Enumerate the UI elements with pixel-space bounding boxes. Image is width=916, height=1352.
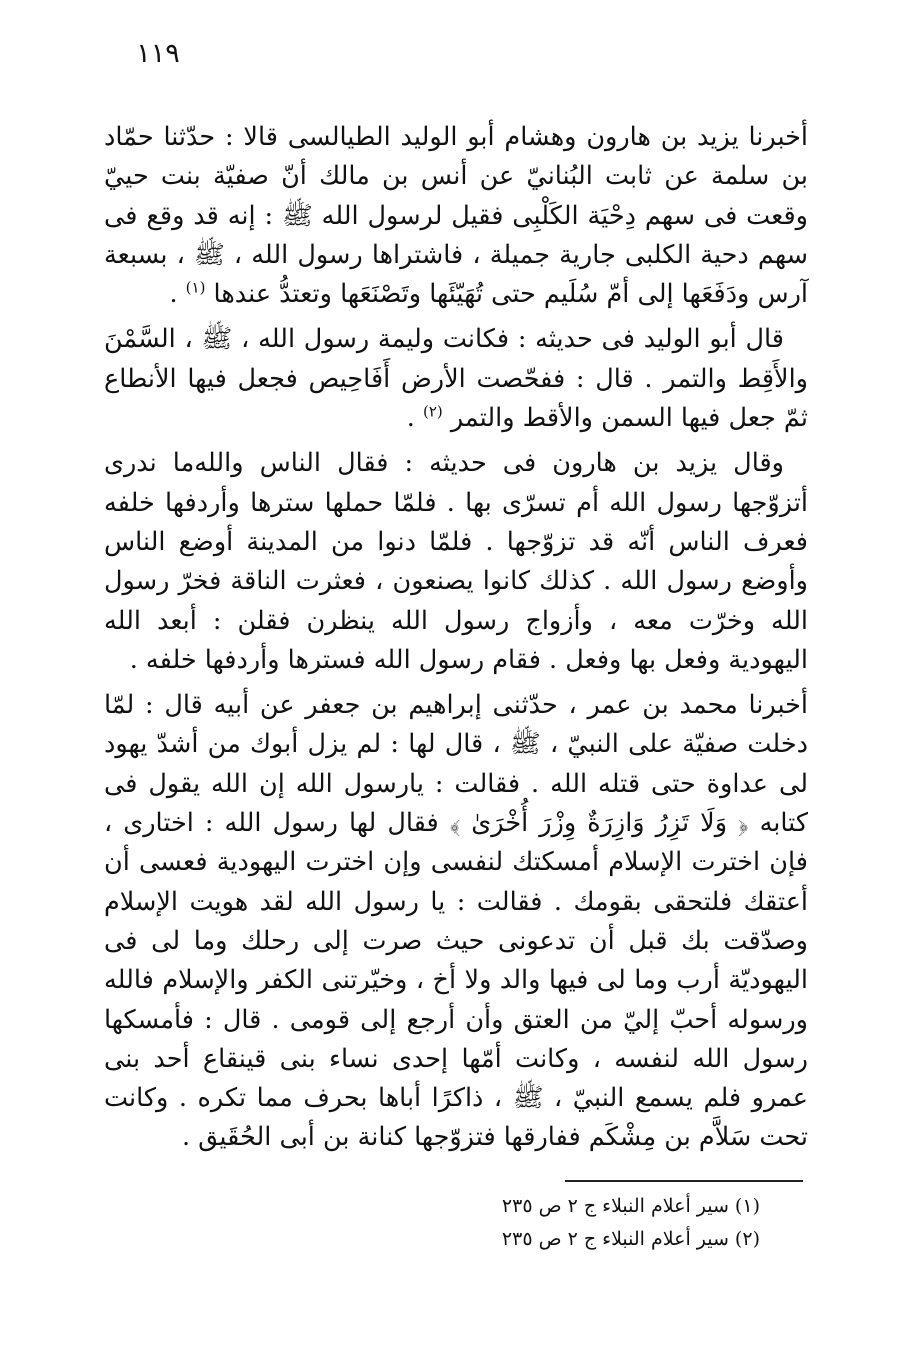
paragraph-4 <box>104 686 808 1158</box>
paragraph-text: أخبرنا يزيد بن هارون وهشام أبو الوليد الطيالسى قالا : حدّثنا حمّاد بن سلمة عن ثابت البُنانيّ عن أنس بن مالك أنّ صفيّة بنت حييّ وقعت فى سهم دِحْيَة الكَلْبِى فقيل لرسول الله ﷺ : إنه قد وقع فى سهم دحية الكلبى جارية جميلة ، فاشتراها رسول الله ، ﷺ ، بسبعة آرس ودَفَعَها إلى أمّ سُلَيم حتى تُهَيّئَها وتَصْنَعَها وتعتدُّ عندها <box>104 122 808 310</box>
paragraph-text-continued: فقال لها رسول الله : اختارى ، فإن اخترت الإسلام أمسكتك لنفسى وإن اخترت اليهودية فعسى أن أعتقك فلتحقى بقومك . فقالت : يا رسول الله لقد هويت الإسلام وصدّقت بك قبل أن تدعونى حيث صرت إلى رحلك وما لى فى اليهوديّة أرب وما لى فيها والد ولا أخ ، وخيّرتنى الكفر والإسلام فالله ورسوله أحبّ إليّ من العتق وأن أرجع إلى قومى . قال : فأمسكها رسول الله لنفسه ، وكانت أمّها إحدى نساء بنى قينقاع أحد بنى عمرو فلم يسمع النبيّ ، ﷺ ، ذاكرًا أباها بحرف مما تكره . وكانت تحت سَلاَّم بن مِشْكَم ففارقها فتزوّجها كنانة بن أبى الحُقَيق . <box>104 808 808 1153</box>
footnote-2: (٢) سير أعلام النبلاء ج ٢ ص ٢٣٥ <box>501 1228 760 1250</box>
footnote-ref-2: (٢) <box>422 402 443 421</box>
paragraph-1 <box>104 118 808 314</box>
paragraph-tail: . <box>406 403 423 434</box>
footnotes <box>440 1190 760 1256</box>
paragraph-text: أخبرنا محمد بن عمر ، حدّثنى إبراهيم بن جعفر عن أبيه قال : لمّا دخلت صفيّة على النبيّ ، ﷺ ، قال لها : لم يزل أبوك من أشدّ يهود لى عداوة حتى قتله الله . فقالت : يارسول الله إن الله يقول فى كتابه <box>104 690 808 839</box>
paragraph-text: قال أبو الوليد فى حديثه : فكانت وليمة رسول الله ، ﷺ ، السَّمْنَ والأَقِط والتمر . قال : ففحّصت الأرض أَفَاحِيص فجعل فيها الأنطاع ثمّ جعل فيها السمن والأقط والتمر <box>104 324 808 434</box>
paragraph-3 <box>104 444 808 680</box>
page-number: ١١٩ <box>136 38 180 69</box>
quran-verse: ﴿ وَلَا تَزِرُ وَازِرَةٌ وِزْرَ أُخْرَىٰ ﴾ <box>449 808 749 839</box>
footnote-divider <box>565 1180 803 1182</box>
footnote-ref-1: (١) <box>185 278 206 297</box>
footnote-1: (١) سير أعلام النبلاء ج ٢ ص ٢٣٥ <box>501 1195 760 1217</box>
paragraph-2 <box>104 320 808 438</box>
paragraph-tail: . <box>169 279 186 310</box>
paragraph-text: وقال يزيد بن هارون فى حديثه : فقال الناس والله‌ما ندرى أتزوّجها رسول الله أم تسرّى بها . فلمّا حملها سترها وأردفها خلفه فعرف الناس أنّه قد تزوّجها . فلمّا دنوا من المدينة أوضع الناس وأوضع رسول الله . كذلك كانوا يصنعون ، فعثرت الناقة فخرّ رسول الله وخرّت معه ، وأزواج رسول الله ينظرن فقلن : أبعد الله اليهودية وفعل بها وفعل . فقام رسول الله فسترها وأردفها خلفه . <box>104 448 808 675</box>
main-text <box>104 118 808 1164</box>
